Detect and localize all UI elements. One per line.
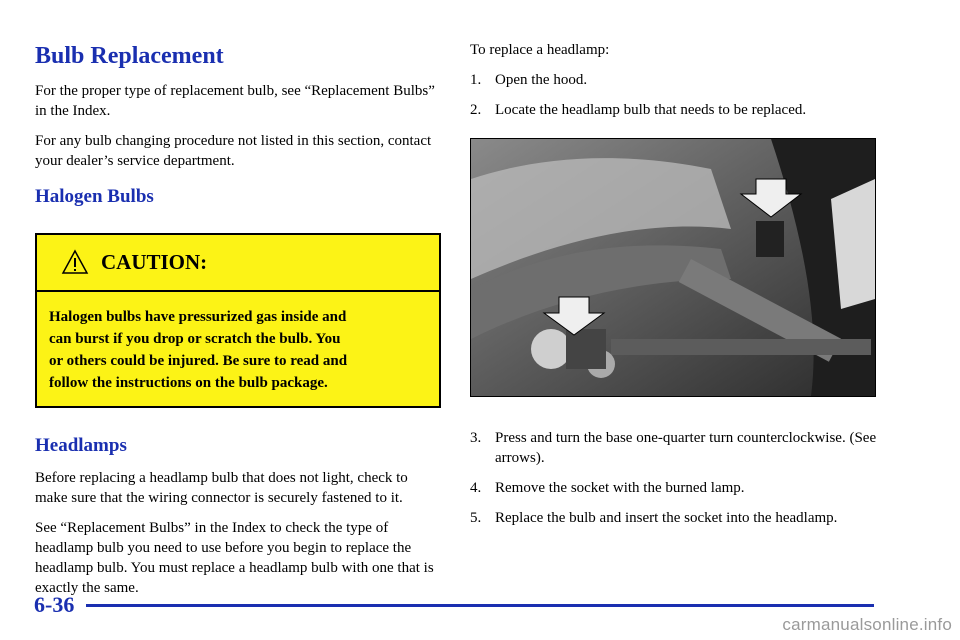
watermark: carmanualsonline.info — [782, 615, 952, 634]
steps-list-bottom — [470, 428, 880, 538]
step-item — [470, 100, 880, 120]
caution-line: follow the instructions on the bulb package. — [49, 375, 328, 391]
headlamp-steps-intro: To replace a headlamp: — [470, 42, 610, 58]
headlamps-heading: Headlamps — [35, 435, 127, 456]
right-column — [470, 40, 880, 130]
halogen-bulbs-heading: Halogen Bulbs — [35, 186, 154, 207]
step-item — [470, 70, 880, 90]
headlamp-photo-illustration — [471, 139, 875, 396]
step-text: Remove the socket with the burned lamp. — [495, 480, 745, 496]
step-item — [470, 508, 880, 528]
caution-header — [37, 235, 439, 292]
caution-line: or others could be injured. Be sure to read and — [49, 353, 348, 369]
step-text: Locate the headlamp bulb that needs to be replaced. — [495, 102, 807, 118]
step-text: Replace the bulb and insert the socket into the headlamp. — [495, 510, 838, 526]
intro-paragraph-1: For the proper type of replacement bulb, see “Replacement Bulbs” in the Index. — [35, 83, 435, 119]
caution-title: CAUTION: — [101, 250, 208, 274]
intro-paragraph-2: For any bulb changing procedure not listed in this section, contact your dealer’s service department. — [35, 133, 432, 169]
warning-triangle-icon — [61, 249, 89, 275]
step-text: Press and turn the base one‑quarter turn counterclockwise. (See arrows). — [495, 430, 877, 466]
step-number: 5. — [470, 510, 482, 526]
headlamps-paragraph-1: Before replacing a headlamp bulb that does not light, check to make sure that the wiring connector is securely fastened to it. — [35, 470, 408, 506]
step-item — [470, 428, 880, 468]
caution-text — [37, 292, 439, 406]
page-title: Bulb Replacement — [35, 43, 224, 69]
step-text: Open the hood. — [495, 72, 588, 88]
step-number: 3. — [470, 430, 482, 446]
steps-list-top — [470, 70, 880, 120]
step-number: 1. — [470, 72, 482, 88]
headlamps-paragraph-2: See “Replacement Bulbs” in the Index to check the type of headlamp bulb you need to use before you begin to replace the headlamp bulb. You must replace a headlamp bulb with one that is exactly the same. — [35, 520, 434, 596]
caution-box — [35, 233, 441, 408]
page-number: 6-36 — [34, 592, 75, 617]
caution-line: can burst if you drop or scratch the bulb. You — [49, 331, 341, 347]
headlamp-photo — [470, 138, 876, 397]
footer-rule — [86, 604, 874, 607]
step-item — [470, 478, 880, 498]
caution-line: Halogen bulbs have pressurized gas inside and — [49, 309, 347, 325]
step-number: 2. — [470, 102, 482, 118]
step-number: 4. — [470, 480, 482, 496]
left-column — [35, 40, 441, 608]
